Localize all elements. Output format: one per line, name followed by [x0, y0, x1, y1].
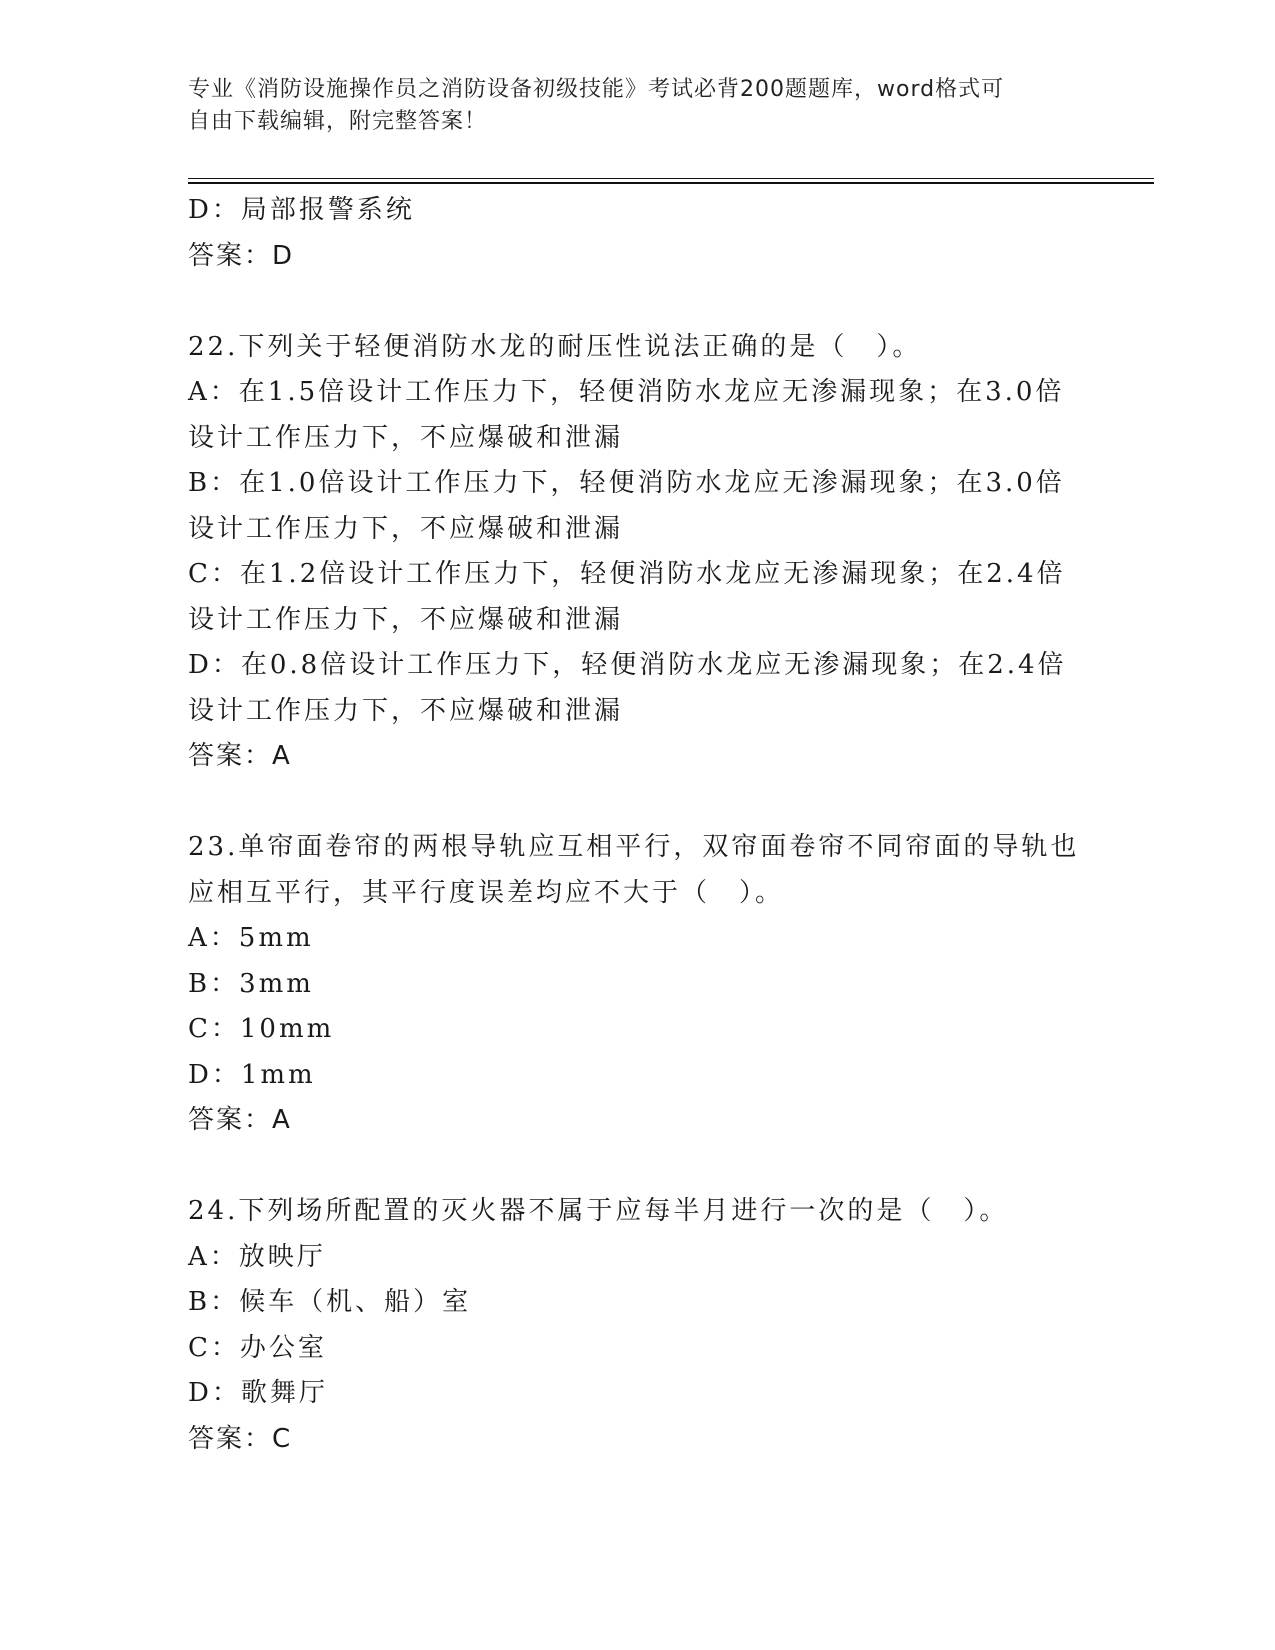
- question-22: [188, 325, 1088, 780]
- spacer: [188, 279, 1088, 325]
- option-c: C：办公室: [188, 1332, 327, 1363]
- question-23: [188, 825, 1088, 1144]
- option-a-line-1: A：在1.5倍设计工作压力下，轻便消防水龙应无渗漏现象；在3.0倍: [188, 377, 1065, 407]
- option-c-line-2: 设计工作压力下，不应爆破和泄漏: [188, 604, 624, 635]
- question-stem-line-1: 23.单帘面卷帘的两根导轨应互相平行，双帘面卷帘不同帘面的导轨也: [188, 832, 1080, 862]
- option-b-line-2: 设计工作压力下，不应爆破和泄漏: [188, 513, 624, 544]
- option-d: D：歌舞厅: [188, 1378, 328, 1408]
- option-a: A：5mm: [188, 923, 314, 953]
- page-header: [188, 74, 1088, 138]
- answer: 答案：D: [188, 240, 295, 271]
- spacer: [188, 780, 1088, 826]
- question-stem: 22.下列关于轻便消防水龙的耐压性说法正确的是（ ）。: [188, 331, 922, 362]
- option-c: C：10mm: [188, 1014, 335, 1044]
- option-d: D：1mm: [188, 1059, 316, 1090]
- option-b-line-1: B：在1.0倍设计工作压力下，轻便消防水龙应无渗漏现象；在3.0倍: [188, 468, 1065, 498]
- spacer: [188, 1144, 1088, 1190]
- option-b: B：3mm: [188, 968, 314, 999]
- option-a-line-2: 设计工作压力下，不应爆破和泄漏: [188, 422, 624, 453]
- answer: 答案：A: [188, 741, 292, 771]
- option-d-line-2: 设计工作压力下，不应爆破和泄漏: [188, 695, 624, 726]
- answer: 答案：A: [188, 1105, 292, 1135]
- question-stem: 24.下列场所配置的灭火器不属于应每半月进行一次的是（ ）。: [188, 1196, 1009, 1226]
- option-d: D：局部报警系统: [188, 195, 415, 225]
- option-a: A：放映厅: [188, 1241, 326, 1272]
- option-c-line-1: C：在1.2倍设计工作压力下，轻便消防水龙应无渗漏现象；在2.4倍: [188, 559, 1066, 589]
- header-divider-thick: [188, 182, 1154, 184]
- answer: 答案：C: [188, 1423, 293, 1454]
- option-d-line-1: D：在0.8倍设计工作压力下，轻便消防水龙应无渗漏现象；在2.4倍: [188, 650, 1067, 680]
- header-line-2: 自由下载编辑，附完整答案！: [188, 109, 488, 134]
- header-line-1: 专业《消防设施操作员之消防设备初级技能》考试必背200题题库，word格式可: [188, 77, 1005, 102]
- question-stem-line-2: 应相互平行，其平行度误差均应不大于（ ）。: [188, 877, 785, 908]
- question-24: [188, 1189, 1088, 1462]
- document-body: [188, 188, 1088, 1462]
- header-divider-thin: [188, 178, 1154, 179]
- option-b: B：候车（机、船）室: [188, 1287, 472, 1317]
- question-21-tail: [188, 188, 1088, 279]
